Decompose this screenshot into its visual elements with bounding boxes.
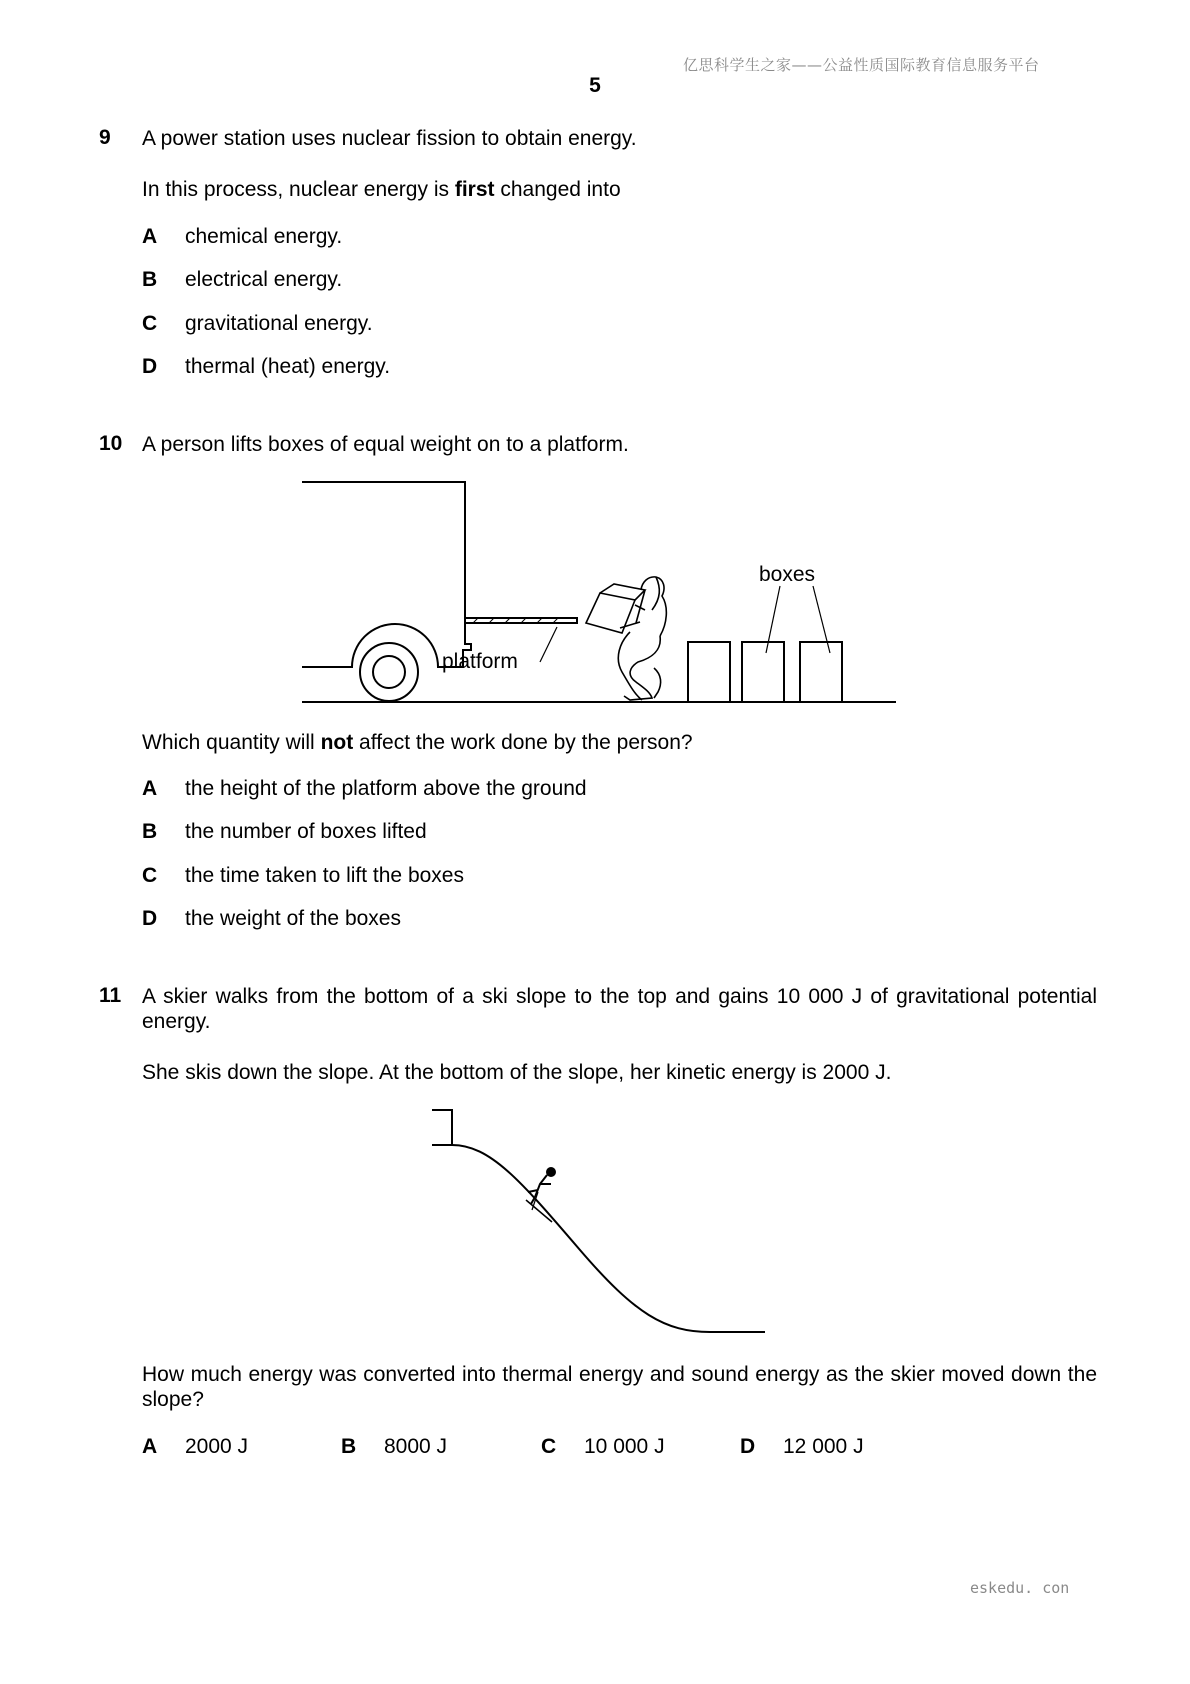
box [688,642,730,702]
prompt-emphasis: first [454,178,495,201]
box [800,642,842,702]
question-prompt: How much energy was converted into thermal energy and sound energy as the skier moved down the slope? [142,1363,1097,1411]
page-number: 5 [589,74,601,97]
option-text: thermal (heat) energy. [185,355,391,378]
question-stem: A person lifts boxes of equal weight on to a platform. [142,433,629,456]
wheel-hub [373,656,405,688]
option-b [341,1435,447,1459]
box [742,642,784,702]
option-a [142,1435,248,1459]
option-letter: A [142,777,158,800]
platform [465,618,577,623]
option-letter: C [142,864,158,887]
question-number: 11 [99,984,122,1007]
ski-slope-curve [432,1145,765,1332]
option-text: 10 000 J [584,1435,665,1458]
prompt-text-end: changed into [494,178,621,201]
boxes-label: boxes [758,563,816,586]
option-text: the number of boxes lifted [185,820,427,843]
prompt-emphasis: not [320,731,354,754]
platform-label: platform [442,650,518,673]
option-text: the height of the platform above the ground [185,777,587,800]
option-letter: B [341,1435,357,1458]
option-text: gravitational energy. [185,312,373,335]
person-lifting-box [586,577,666,700]
footer-watermark: eskedu. con [970,1579,1070,1597]
option-letter: B [142,820,158,843]
prompt-text: Which quantity will [142,731,321,754]
option-text: electrical energy. [185,268,343,291]
question-prompt [142,177,621,202]
option-text: the weight of the boxes [185,907,401,930]
question-number: 9 [99,126,111,149]
header-watermark: 亿思科学生之家——公益性质国际教育信息服务平台 [683,56,1040,74]
option-text: chemical energy. [185,225,343,248]
question-number: 10 [99,432,123,455]
option-letter: C [541,1435,557,1458]
option-text: 12 000 J [783,1435,864,1458]
question-stem: A skier walks from the bottom of a ski slope to the top and gains 10 000 J of gravitational potential energy. [142,985,1097,1033]
option-letter: D [740,1435,756,1458]
option-letter: D [142,907,158,930]
question-context: She skis down the slope. At the bottom of the slope, her kinetic energy is 2000 J. [142,1061,892,1084]
option-text: 8000 J [384,1435,448,1458]
option-text: 2000 J [185,1435,249,1458]
ski-slope-figure [420,1100,780,1340]
truck-platform-figure [290,470,900,710]
question-stem: A power station uses nuclear fission to obtain energy. [142,127,637,150]
option-letter: A [142,1435,158,1458]
option-d [740,1435,864,1459]
option-letter: D [142,355,158,378]
truck-outline [302,482,465,618]
prompt-text: In this process, nuclear energy is [142,178,455,201]
prompt-text-end: affect the work done by the person? [353,731,693,754]
slope-top-post [432,1110,452,1145]
question-prompt [142,730,693,755]
option-c [541,1435,665,1459]
option-letter: C [142,312,158,335]
option-text: the time taken to lift the boxes [185,864,464,887]
option-letter: A [142,225,158,248]
wheel [360,643,418,701]
option-letter: B [142,268,158,291]
